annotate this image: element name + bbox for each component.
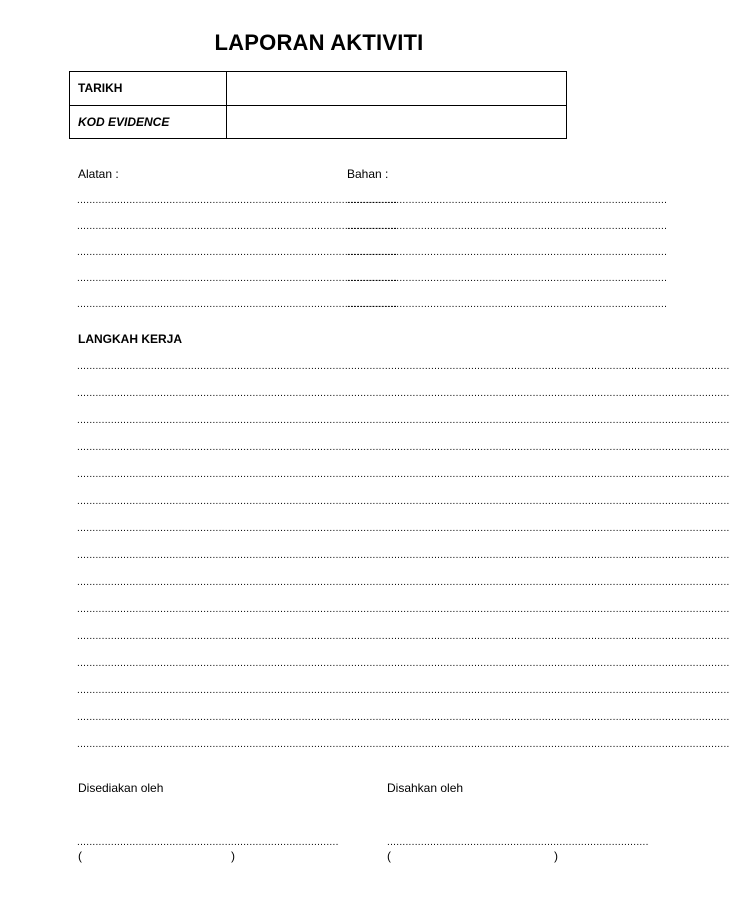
langkah-line[interactable]: .................................................................................................................................................................................................................... xyxy=(77,388,730,399)
bahan-label: Bahan : xyxy=(347,167,389,181)
langkah-line[interactable]: .................................................................................................................................................................................................................... xyxy=(77,604,730,615)
langkah-line[interactable]: .................................................................................................................................................................................................................... xyxy=(77,415,730,426)
page-title: LAPORAN AKTIVITI xyxy=(214,30,424,55)
alatan-line[interactable]: ........................................................................................................ xyxy=(77,299,398,310)
alatan-label: Alatan : xyxy=(78,167,119,181)
disahkan-oleh-label: Disahkan oleh xyxy=(387,781,464,795)
prepared-close-bracket: ) xyxy=(231,849,235,863)
langkah-line[interactable]: .................................................................................................................................................................................................................... xyxy=(77,712,730,723)
approved-signature-line[interactable]: ..................................................................................... xyxy=(387,837,649,848)
info-table xyxy=(69,71,567,139)
langkah-line[interactable]: .................................................................................................................................................................................................................... xyxy=(77,442,730,453)
prepared-signature-line[interactable]: ..................................................................................... xyxy=(77,837,339,848)
tarikh-field[interactable] xyxy=(227,72,566,105)
langkah-line[interactable]: .................................................................................................................................................................................................................... xyxy=(77,496,730,507)
bahan-line[interactable]: ........................................................................................................ xyxy=(347,221,668,232)
langkah-line[interactable]: .................................................................................................................................................................................................................... xyxy=(77,550,730,561)
langkah-line[interactable]: .................................................................................................................................................................................................................... xyxy=(77,577,730,588)
langkah-line[interactable]: .................................................................................................................................................................................................................... xyxy=(77,739,730,750)
tarikh-label: TARIKH xyxy=(70,72,227,105)
langkah-line[interactable]: .................................................................................................................................................................................................................... xyxy=(77,523,730,534)
bahan-line[interactable]: ........................................................................................................ xyxy=(347,299,668,310)
bahan-line[interactable]: ........................................................................................................ xyxy=(347,195,668,206)
disediakan-oleh-label: Disediakan oleh xyxy=(78,781,164,795)
approved-open-bracket: ( xyxy=(387,849,391,863)
alatan-line[interactable]: ........................................................................................................ xyxy=(77,195,398,206)
bahan-line[interactable]: ........................................................................................................ xyxy=(347,273,668,284)
prepared-open-bracket: ( xyxy=(78,849,82,863)
langkah-line[interactable]: .................................................................................................................................................................................................................... xyxy=(77,658,730,669)
langkah-line[interactable]: .................................................................................................................................................................................................................... xyxy=(77,361,730,372)
tarikh-row xyxy=(70,72,566,106)
bahan-line[interactable]: ........................................................................................................ xyxy=(347,247,668,258)
kod-evidence-label: KOD EVIDENCE xyxy=(70,106,227,139)
alatan-line[interactable]: ........................................................................................................ xyxy=(77,221,398,232)
langkah-line[interactable]: .................................................................................................................................................................................................................... xyxy=(77,469,730,480)
alatan-line[interactable]: ........................................................................................................ xyxy=(77,247,398,258)
kod-evidence-row xyxy=(70,106,566,139)
approved-close-bracket: ) xyxy=(554,849,558,863)
langkah-line[interactable]: .................................................................................................................................................................................................................... xyxy=(77,685,730,696)
kod-evidence-field[interactable] xyxy=(227,106,566,139)
langkah-kerja-heading: LANGKAH KERJA xyxy=(78,332,183,346)
langkah-line[interactable]: .................................................................................................................................................................................................................... xyxy=(77,631,730,642)
alatan-line[interactable]: ........................................................................................................ xyxy=(77,273,398,284)
